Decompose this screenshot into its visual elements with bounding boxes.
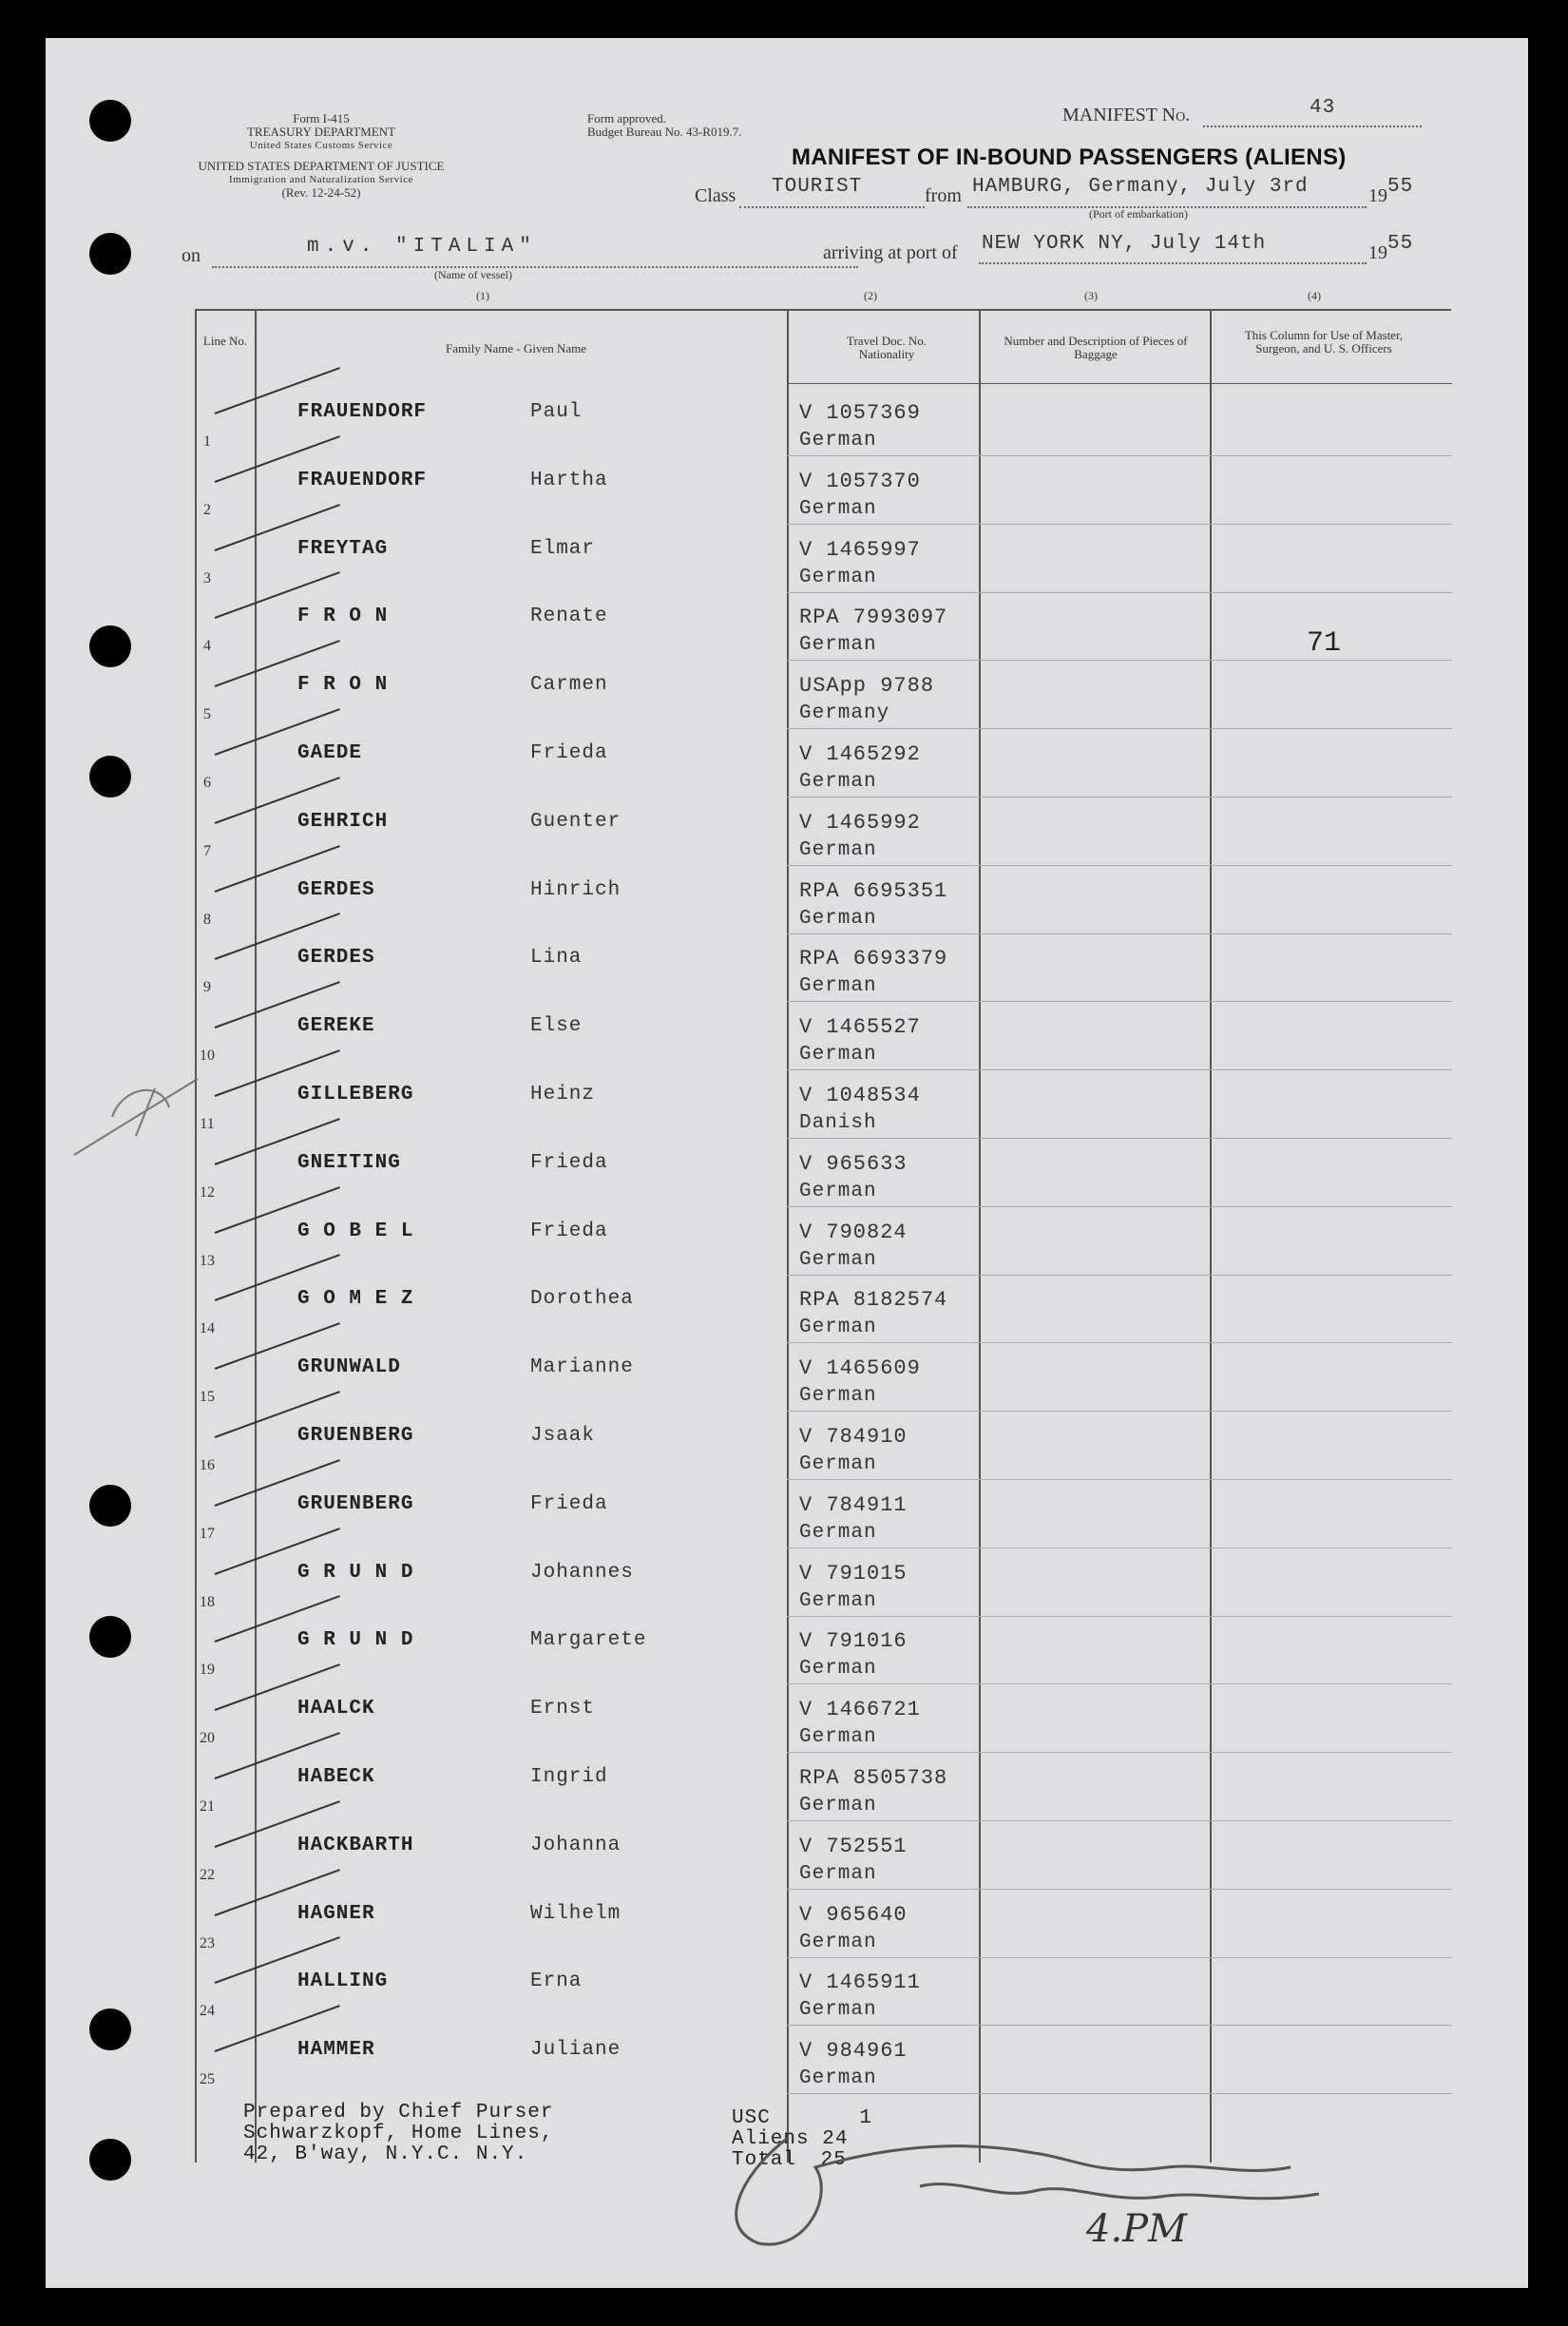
given-name: Ernst bbox=[530, 1698, 596, 1720]
year1-prefix: 19 bbox=[1368, 185, 1387, 206]
line-number: 5 bbox=[203, 706, 211, 723]
nationality: German bbox=[799, 1726, 877, 1749]
col-number-3: (3) bbox=[1084, 289, 1098, 302]
family-name: HACKBARTH bbox=[297, 1834, 414, 1856]
travel-doc-no: V 965633 bbox=[799, 1151, 908, 1176]
family-name: GEREKE bbox=[297, 1015, 375, 1038]
nationality: German bbox=[799, 1317, 877, 1339]
travel-doc-no: V 1057370 bbox=[799, 469, 921, 493]
nationality: German bbox=[799, 1044, 877, 1067]
table-row bbox=[46, 2026, 1528, 2094]
punch-hole bbox=[89, 233, 131, 275]
table-row bbox=[46, 1890, 1528, 1958]
family-name: GAEDE bbox=[297, 742, 363, 764]
family-name: G R U N D bbox=[297, 1629, 414, 1652]
officer-note: 71 bbox=[1307, 627, 1342, 660]
budget-bureau: Budget Bureau No. 43-R019.7. bbox=[587, 125, 742, 139]
manifest-no-label: MANIFEST No. bbox=[1062, 105, 1191, 125]
given-name: Johanna bbox=[530, 1834, 621, 1856]
nationality: German bbox=[799, 975, 877, 998]
line-number: 22 bbox=[200, 1866, 215, 1883]
travel-doc-no: V 790824 bbox=[799, 1220, 908, 1244]
class-line bbox=[739, 206, 925, 208]
table-row bbox=[46, 1343, 1528, 1412]
col-header-baggage: Number and Description of Pieces of Baggage bbox=[1004, 334, 1188, 361]
punch-hole bbox=[89, 100, 131, 142]
col-header-doc: Travel Doc. No. Nationality bbox=[846, 334, 927, 361]
table-row bbox=[46, 1002, 1528, 1070]
travel-doc-no: V 784911 bbox=[799, 1492, 908, 1517]
nationality: German bbox=[799, 634, 877, 657]
nationality: German bbox=[799, 1180, 877, 1202]
travel-doc-no: V 1465911 bbox=[799, 1970, 921, 1995]
travel-doc-no: V 791015 bbox=[799, 1561, 908, 1586]
line-number: 6 bbox=[203, 775, 211, 791]
family-name: GNEITING bbox=[297, 1151, 401, 1174]
family-name: F R O N bbox=[297, 674, 389, 697]
nationality: German bbox=[799, 907, 877, 930]
travel-doc-no: V 784910 bbox=[799, 1425, 908, 1449]
travel-doc-no: V 984961 bbox=[799, 2039, 908, 2064]
line-number: 15 bbox=[200, 1389, 215, 1406]
dept-immigration: Immigration and Naturalization Service bbox=[228, 174, 414, 185]
family-name: F R O N bbox=[297, 606, 389, 628]
dept-customs: United States Customs Service bbox=[249, 140, 393, 151]
usc-value: 1 bbox=[859, 2107, 873, 2129]
travel-doc-no: RPA 7993097 bbox=[799, 606, 948, 630]
form-revision: (Rev. 12-24-52) bbox=[281, 185, 361, 200]
travel-doc-no: USApp 9788 bbox=[799, 674, 935, 699]
table-row bbox=[46, 592, 1528, 661]
travel-doc-no: V 752551 bbox=[799, 1834, 908, 1858]
col-header-name: Family Name - Given Name bbox=[445, 341, 586, 356]
family-name: FREYTAG bbox=[297, 537, 389, 560]
vessel-caption: (Name of vessel) bbox=[434, 268, 512, 281]
line-number: 21 bbox=[200, 1798, 215, 1815]
family-name: GRUENBERG bbox=[297, 1492, 414, 1515]
manifest-no-value: 43 bbox=[1310, 97, 1336, 119]
travel-doc-no: V 1465527 bbox=[799, 1015, 921, 1040]
line-number: 16 bbox=[200, 1457, 215, 1473]
manifest-page bbox=[46, 38, 1528, 2288]
handwritten-time: 4.PM bbox=[1086, 2207, 1188, 2251]
table-row bbox=[46, 1275, 1528, 1343]
given-name: Hinrich bbox=[530, 878, 621, 901]
line-number: 25 bbox=[200, 2071, 215, 2088]
family-name: GRUENBERG bbox=[297, 1425, 414, 1447]
travel-doc-no: RPA 8505738 bbox=[799, 1766, 948, 1790]
nationality: German bbox=[799, 1248, 877, 1271]
prepared-line-3: 42, B'way, N.Y.C. N.Y. bbox=[243, 2143, 528, 2165]
table-row bbox=[46, 1957, 1528, 2026]
given-name: Heinz bbox=[530, 1084, 596, 1105]
line-number: 4 bbox=[203, 638, 211, 655]
form-header-justice bbox=[179, 160, 464, 200]
given-name: Else bbox=[530, 1015, 583, 1038]
table-row bbox=[46, 798, 1528, 866]
col-header-officers: This Column for Use of Master, Surgeon, and U. S. Officers bbox=[1244, 328, 1404, 356]
given-name: Jsaak bbox=[530, 1425, 596, 1447]
family-name: G O B E L bbox=[297, 1220, 414, 1242]
table-row bbox=[46, 866, 1528, 934]
family-name: HABECK bbox=[297, 1766, 375, 1788]
given-name: Elmar bbox=[530, 537, 596, 560]
table-row bbox=[46, 1548, 1528, 1617]
travel-doc-no: RPA 6695351 bbox=[799, 878, 948, 903]
table-row bbox=[46, 1412, 1528, 1480]
travel-doc-no: V 1465997 bbox=[799, 537, 921, 562]
line-number: 8 bbox=[203, 911, 211, 928]
vessel-value: m.v. "ITALIA" bbox=[307, 236, 537, 258]
given-name: Paul bbox=[530, 401, 583, 423]
line-number: 23 bbox=[200, 1934, 215, 1951]
given-name: Erna bbox=[530, 1970, 583, 1993]
table-row bbox=[46, 729, 1528, 798]
line-number: 14 bbox=[200, 1320, 215, 1337]
table-row bbox=[46, 661, 1528, 729]
manifest-no-line bbox=[1203, 125, 1422, 127]
year2-value: 55 bbox=[1387, 233, 1414, 255]
nationality: German bbox=[799, 1453, 877, 1475]
dept-justice: UNITED STATES DEPARTMENT OF JUSTICE bbox=[198, 159, 445, 173]
family-name: GEHRICH bbox=[297, 810, 389, 833]
table-row bbox=[46, 525, 1528, 593]
port-embark-caption: (Port of embarkation) bbox=[1089, 207, 1188, 221]
given-name: Margarete bbox=[530, 1629, 647, 1652]
line-number: 17 bbox=[200, 1525, 215, 1542]
table-row bbox=[46, 1207, 1528, 1276]
nationality: German bbox=[799, 2067, 877, 2090]
prepared-line-2: Schwarzkopf, Home Lines, bbox=[243, 2123, 554, 2144]
on-label: on bbox=[182, 245, 201, 266]
class-value: TOURIST bbox=[772, 176, 863, 198]
from-value: HAMBURG, Germany, July 3rd bbox=[972, 176, 1309, 198]
nationality: German bbox=[799, 838, 877, 861]
arriving-value: NEW YORK NY, July 14th bbox=[982, 233, 1267, 255]
family-name: HALLING bbox=[297, 1970, 389, 1993]
nationality: German bbox=[799, 771, 877, 793]
nationality: Danish bbox=[799, 1112, 877, 1134]
arriving-line bbox=[979, 262, 1367, 264]
given-name: Guenter bbox=[530, 810, 621, 833]
nationality: German bbox=[799, 1589, 877, 1612]
line-number: 20 bbox=[200, 1730, 215, 1747]
travel-doc-no: V 1048534 bbox=[799, 1084, 921, 1107]
table-row bbox=[46, 1753, 1528, 1821]
family-name: HAALCK bbox=[297, 1698, 375, 1720]
line-number: 7 bbox=[203, 842, 211, 859]
prepared-line-1: Prepared by Chief Purser bbox=[243, 2102, 554, 2124]
nationality: German bbox=[799, 1795, 877, 1817]
nationality: German bbox=[799, 1862, 877, 1885]
given-name: Carmen bbox=[530, 674, 608, 697]
from-label: from bbox=[925, 185, 962, 206]
family-name: HAMMER bbox=[297, 2039, 375, 2062]
family-name: GILLEBERG bbox=[297, 1084, 414, 1105]
travel-doc-no: V 1466721 bbox=[799, 1698, 921, 1722]
family-name: GRUNWALD bbox=[297, 1356, 401, 1379]
line-number: 12 bbox=[200, 1183, 215, 1201]
nationality: Germany bbox=[799, 702, 890, 725]
line-number: 3 bbox=[203, 569, 211, 586]
total-value: 25 bbox=[820, 2149, 847, 2171]
line-number: 1 bbox=[203, 433, 211, 450]
table-row bbox=[46, 1684, 1528, 1753]
given-name: Frieda bbox=[530, 1151, 608, 1174]
family-name: G O M E Z bbox=[297, 1288, 414, 1311]
aliens-value: 24 bbox=[822, 2128, 849, 2150]
travel-doc-no: RPA 8182574 bbox=[799, 1288, 948, 1313]
given-name: Frieda bbox=[530, 1220, 608, 1242]
given-name: Lina bbox=[530, 947, 583, 970]
prepared-by bbox=[243, 2103, 553, 2165]
aliens-label: Aliens bbox=[732, 2128, 810, 2150]
given-name: Frieda bbox=[530, 742, 608, 764]
page-title: MANIFEST OF IN-BOUND PASSENGERS (ALIENS) bbox=[792, 144, 1347, 170]
travel-doc-no: V 1465992 bbox=[799, 810, 921, 835]
usc-label: USC bbox=[732, 2107, 771, 2129]
travel-doc-no: V 965640 bbox=[799, 1902, 908, 1927]
nationality: German bbox=[799, 1931, 877, 1953]
table-row bbox=[46, 1821, 1528, 1890]
given-name: Hartha bbox=[530, 469, 608, 491]
travel-doc-no: V 1057369 bbox=[799, 401, 921, 425]
nationality: German bbox=[799, 430, 877, 452]
given-name: Ingrid bbox=[530, 1766, 608, 1788]
given-name: Marianne bbox=[530, 1356, 634, 1379]
line-number: 24 bbox=[200, 2003, 215, 2020]
family-name: GERDES bbox=[297, 878, 375, 901]
col-header-line: Line No. bbox=[202, 334, 248, 348]
table-row bbox=[46, 1616, 1528, 1684]
table-row bbox=[46, 933, 1528, 1002]
line-number: 9 bbox=[203, 979, 211, 996]
family-name: FRAUENDORF bbox=[297, 401, 428, 423]
given-name: Wilhelm bbox=[530, 1902, 621, 1925]
family-name: FRAUENDORF bbox=[297, 469, 428, 491]
form-approval bbox=[587, 112, 796, 139]
table-top-border bbox=[195, 309, 1451, 311]
col-number-1: (1) bbox=[476, 289, 489, 302]
table-row bbox=[46, 1139, 1528, 1207]
travel-doc-no: V 1465609 bbox=[799, 1356, 921, 1381]
class-label: Class bbox=[695, 185, 736, 206]
header-bottom-rule bbox=[787, 383, 1452, 384]
line-number: 10 bbox=[200, 1048, 215, 1065]
col-number-4: (4) bbox=[1308, 289, 1321, 302]
family-name: HAGNER bbox=[297, 1902, 375, 1925]
table-row bbox=[46, 1480, 1528, 1548]
row-rule bbox=[787, 2093, 1452, 2094]
given-name: Johannes bbox=[530, 1561, 634, 1584]
year2-prefix: 19 bbox=[1368, 242, 1387, 263]
line-number: 13 bbox=[200, 1252, 215, 1269]
line-number: 2 bbox=[203, 501, 211, 518]
given-name: Juliane bbox=[530, 2039, 621, 2062]
form-approved: Form approved. bbox=[587, 111, 667, 125]
travel-doc-no: V 1465292 bbox=[799, 742, 921, 766]
nationality: German bbox=[799, 1658, 877, 1681]
table-row bbox=[46, 456, 1528, 525]
form-number: Form I-415 bbox=[293, 111, 350, 125]
total-label: Total bbox=[732, 2149, 797, 2171]
nationality: German bbox=[799, 1521, 877, 1544]
nationality: German bbox=[799, 1999, 877, 2022]
nationality: German bbox=[799, 1385, 877, 1408]
given-name: Renate bbox=[530, 606, 608, 628]
travel-doc-no: V 791016 bbox=[799, 1629, 908, 1654]
dept-treasury: TREASURY DEPARTMENT bbox=[246, 125, 396, 139]
given-name: Dorothea bbox=[530, 1288, 634, 1311]
inspector-signature bbox=[673, 2110, 1395, 2281]
travel-doc-no: RPA 6693379 bbox=[799, 947, 948, 971]
table-row bbox=[46, 1070, 1528, 1139]
line-number: 18 bbox=[200, 1593, 215, 1610]
arriving-label: arriving at port of bbox=[823, 242, 958, 263]
form-header-left bbox=[179, 112, 464, 152]
given-name: Frieda bbox=[530, 1492, 608, 1515]
line-number: 11 bbox=[200, 1116, 215, 1132]
year1-value: 55 bbox=[1387, 176, 1414, 198]
table-row bbox=[46, 388, 1528, 456]
family-name: G R U N D bbox=[297, 1561, 414, 1584]
family-name: GERDES bbox=[297, 947, 375, 970]
punch-hole bbox=[89, 2139, 131, 2181]
nationality: German bbox=[799, 497, 877, 520]
col-number-2: (2) bbox=[864, 289, 877, 302]
line-number: 19 bbox=[200, 1662, 215, 1679]
nationality: German bbox=[799, 566, 877, 588]
